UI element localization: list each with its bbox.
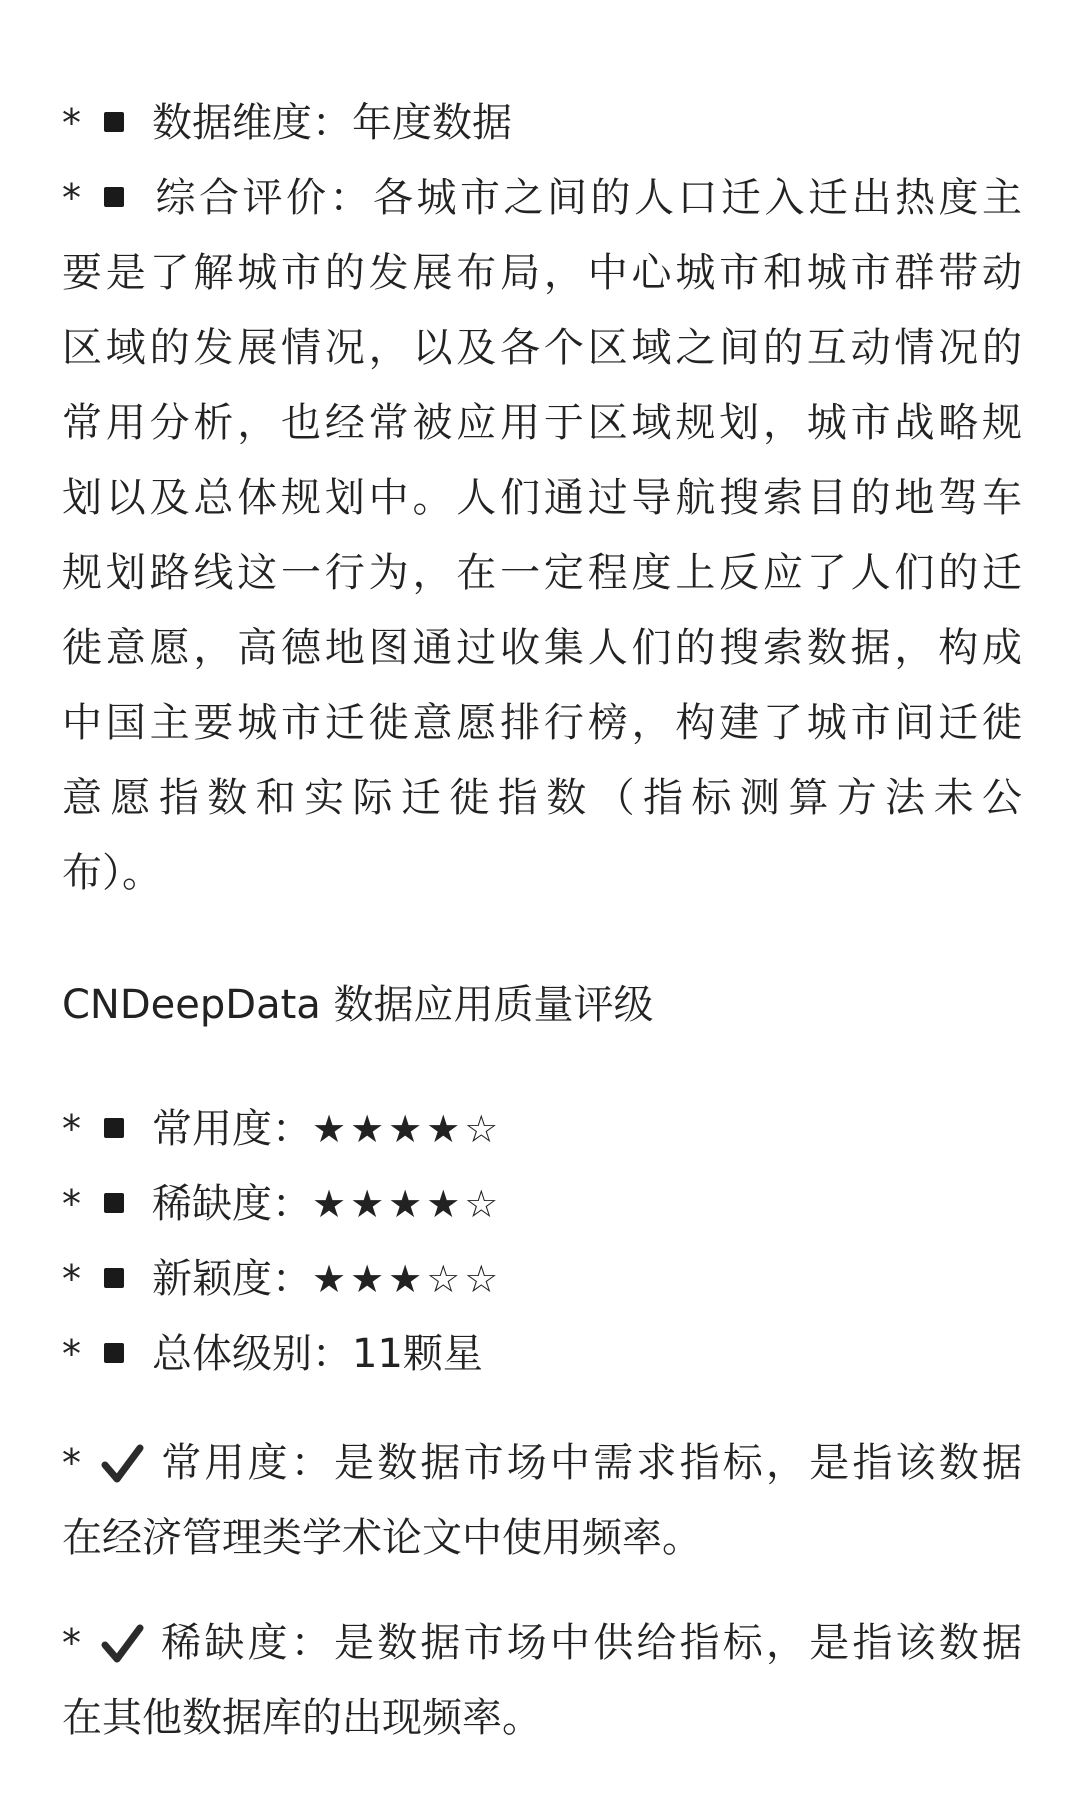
square-bullet-icon [104,112,124,132]
definition-scarcity-line-2: 在其他数据库的出现频率。 [62,1695,542,1741]
evaluation-line-5: 划以及总体规划中。人们通过导航搜索目的地驾车 [62,475,1022,521]
check-icon [100,1443,144,1487]
square-bullet-icon [104,1268,124,1288]
square-bullet-icon [104,1343,124,1363]
rating-item-scarcity [62,1167,1022,1242]
definition-label: 稀缺度： [158,1620,334,1666]
asterisk-marker: * [62,1182,81,1226]
definition-usage-line-1 [62,1426,1022,1501]
evaluation-line-10: 布）。 [62,850,162,896]
rating-item-usage [62,1092,1022,1167]
definition-text: 是数据市场中需求指标，是指该数据 [334,1440,1022,1486]
rating-label: 常用度： [152,1106,312,1152]
rating-item-novelty [62,1242,1022,1317]
asterisk-marker: * [62,101,81,145]
square-bullet-icon [104,187,124,207]
rating-label: 稀缺度： [152,1181,312,1227]
asterisk-marker: * [62,1257,81,1301]
rating-item-overall [62,1317,1022,1392]
evaluation-line-9: 意愿指数和实际迁徙指数（指标测算方法未公 [62,775,1022,821]
document-body [62,86,1022,1756]
definition-text: 是数据市场中供给指标，是指该数据 [334,1620,1022,1666]
star-rating: ★★★★☆ [312,1182,503,1226]
asterisk-marker: * [62,1441,81,1485]
evaluation-line-4: 常用分析，也经常被应用于区域规划，城市战略规 [62,400,1022,446]
evaluation-line-6: 规划路线这一行为，在一定程度上反应了人们的迁 [62,550,1022,596]
list-item-data-dimension [62,86,1022,161]
evaluation-line-2: 要是了解城市的发展布局，中心城市和城市群带动 [62,250,1022,296]
evaluation-line-3: 区域的发展情况，以及各个区域之间的互动情况的 [62,325,1022,371]
definition-usage-line-2: 在经济管理类学术论文中使用频率。 [62,1515,702,1561]
total-label: 总体级别： [152,1331,352,1377]
evaluation-line-8: 中国主要城市迁徙意愿排行榜，构建了城市间迁徙 [62,700,1022,746]
asterisk-marker: * [62,176,81,220]
definition-label: 常用度： [158,1440,334,1486]
asterisk-marker: * [62,1621,81,1665]
evaluation-line-1 [62,161,1022,236]
evaluation-line-7: 徙意愿，高德地图通过收集人们的搜索数据，构成 [62,625,1022,671]
quality-section-title: CNDeepData 数据应用质量评级 [62,982,654,1028]
item-label: 数据维度： [152,100,352,146]
check-icon [100,1623,144,1667]
rating-label: 新颖度： [152,1256,312,1302]
evaluation-label: 综合评价： [152,175,373,221]
square-bullet-icon [104,1118,124,1138]
asterisk-marker: * [62,1107,81,1151]
asterisk-marker: * [62,1332,81,1376]
star-rating: ★★★☆☆ [312,1257,503,1301]
total-value: 11颗星 [352,1331,483,1377]
definition-scarcity-line-1 [62,1606,1022,1681]
star-rating: ★★★★☆ [312,1107,503,1151]
evaluation-text: 各城市之间的人口迁入迁出热度主 [373,175,1022,221]
square-bullet-icon [104,1193,124,1213]
item-value: 年度数据 [352,100,512,146]
